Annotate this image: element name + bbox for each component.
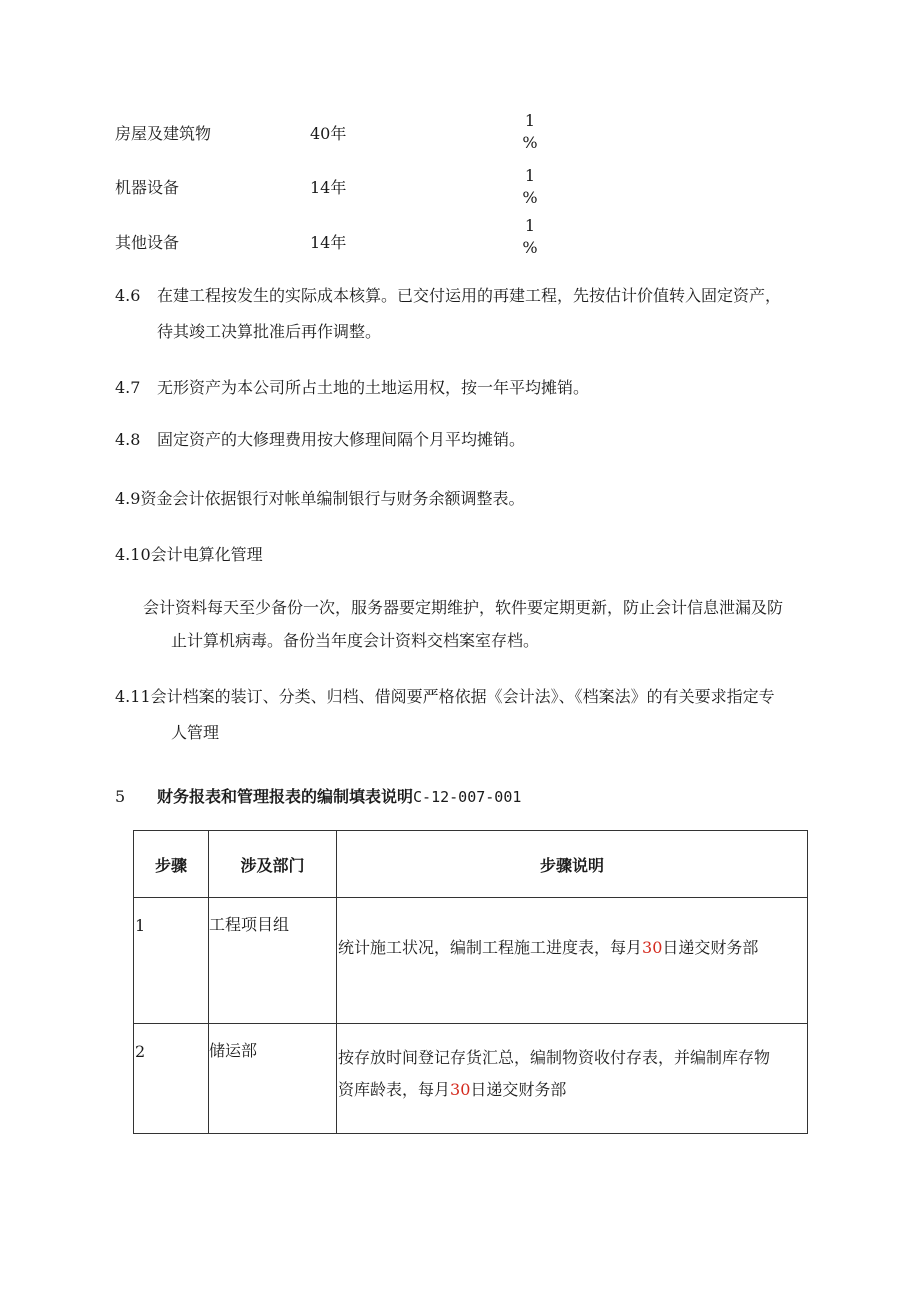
rate-number: 1 (524, 166, 536, 185)
section-text: 止计算机病毒。备份当年度会计资料交档案室存档。 (171, 631, 540, 650)
asset-name: 机器设备 (115, 178, 180, 197)
table-header-row (134, 831, 808, 898)
step-number: 2 (134, 1024, 209, 1134)
desc-day: 30 (450, 1080, 471, 1099)
desc-text: 日递交财务部 (662, 938, 759, 957)
rate-unit: % (522, 133, 538, 152)
section5-code: C-12-007-001 (413, 788, 522, 806)
asset-name: 房屋及建筑物 (115, 124, 212, 143)
asset-years: 14年 (310, 178, 347, 197)
table-row (134, 1024, 808, 1134)
section-title: 4.10会计电算化管理 (115, 545, 263, 564)
report-table (133, 830, 808, 1134)
section-number: 4.7 (115, 378, 141, 397)
section-text: 无形资产为本公司所占土地的土地运用权，按一年平均摊销。 (157, 378, 590, 397)
asset-years: 40年 (310, 124, 347, 143)
rate-unit: % (522, 238, 538, 257)
section-text: 在建工程按发生的实际成本核算。已交付运用的再建工程，先按估计价值转入固定资产， (157, 286, 782, 305)
section-number: 4.8 (115, 430, 141, 449)
asset-rate (520, 165, 540, 209)
section-text: 会计资料每天至少备份一次，服务器要定期维护，软件要定期更新，防止会计信息泄漏及防 (143, 598, 784, 617)
dept-name: 储运部 (209, 1024, 337, 1134)
table-row (134, 898, 808, 1024)
section-text: 人管理 (171, 723, 220, 742)
asset-years: 14年 (310, 233, 347, 252)
asset-rate (520, 110, 540, 154)
section5-number: 5 (115, 787, 126, 806)
step-number: 1 (134, 898, 209, 1024)
rate-number: 1 (524, 216, 536, 235)
section-text: 4.11会计档案的装订、分类、归档、借阅要严格依据《会计法》、《档案法》的有关要求指定专 (115, 687, 775, 706)
desc-line (338, 1074, 807, 1106)
step-desc (337, 898, 808, 1024)
section5-title: 财务报表和管理报表的编制填表说明 (157, 787, 414, 806)
header-dept: 涉及部门 (209, 831, 337, 898)
header-desc: 步骤说明 (337, 831, 808, 898)
asset-name: 其他设备 (115, 233, 180, 252)
section-number: 4.6 (115, 286, 141, 305)
rate-unit: % (522, 188, 538, 207)
desc-day: 30 (642, 938, 663, 957)
section5-heading (157, 789, 521, 805)
step-desc (337, 1024, 808, 1134)
header-step: 步骤 (134, 831, 209, 898)
section-text: 4.9资金会计依据银行对帐单编制银行与财务余额调整表。 (115, 489, 525, 508)
rate-number: 1 (524, 111, 536, 130)
desc-text: 资库龄表，每月 (338, 1080, 451, 1099)
dept-name: 工程项目组 (209, 898, 337, 1024)
asset-rate (520, 215, 540, 259)
section-text: 待其竣工决算批准后再作调整。 (157, 322, 382, 341)
desc-text: 日递交财务部 (470, 1080, 567, 1099)
desc-text: 统计施工状况，编制工程施工进度表，每月 (338, 938, 643, 957)
section-text: 固定资产的大修理费用按大修理间隔个月平均摊销。 (157, 430, 526, 449)
desc-text: 按存放时间登记存货汇总，编制物资收付存表，并编制库存物 (338, 1048, 771, 1067)
